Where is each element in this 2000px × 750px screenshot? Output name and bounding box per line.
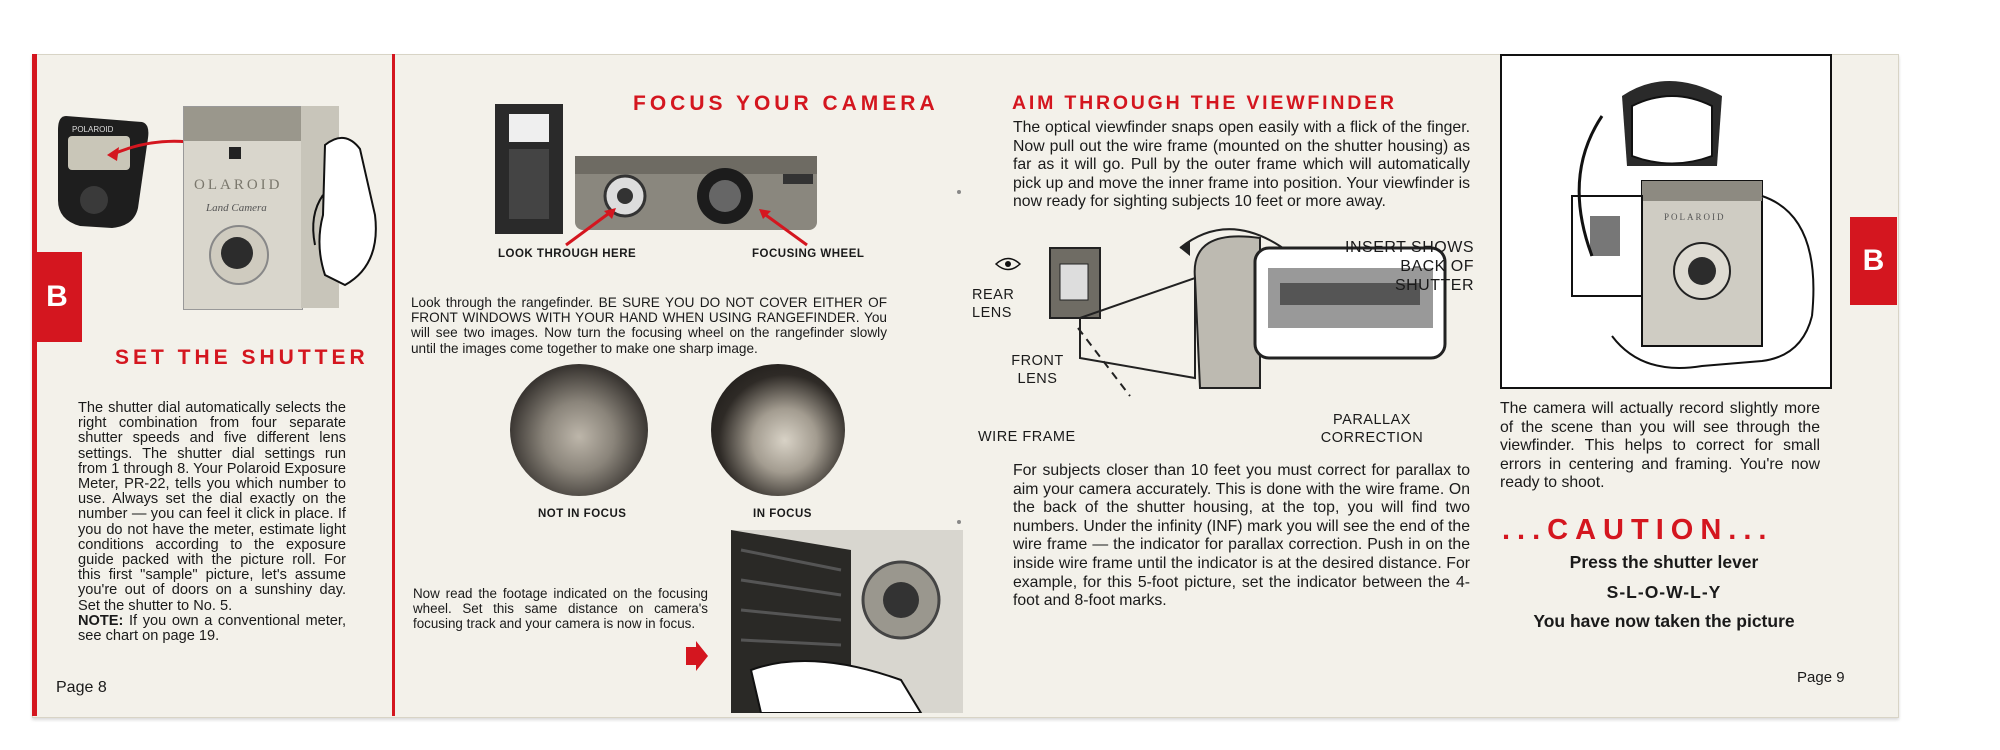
note-text: If you own a conventional meter, see chart on page 19. (78, 613, 346, 645)
caption-in-focus: IN FOCUS (753, 508, 812, 520)
slowly-text: S-L-O-W-L-Y (1606, 582, 1722, 602)
page-divider-red-rule (392, 54, 395, 716)
note-label: NOTE: (78, 613, 124, 629)
svg-text:POLAROID: POLAROID (72, 125, 114, 134)
hand-finger-illustration (305, 125, 385, 295)
section-tab-b-left: B (32, 252, 82, 342)
set-the-shutter-heading: SET THE SHUTTER (115, 346, 369, 369)
label-look-through-here: LOOK THROUGH HERE (498, 248, 637, 260)
not-in-focus-photo (510, 364, 648, 496)
label-insert-back-of-shutter: INSERT SHOWS BACK OF SHUTTER (1345, 239, 1474, 294)
viewfinder-instructions-text: The optical viewfinder snaps open easily with a flick of the finger. Now pull out the wire frame (mounted on the shutter housing) as far as it will go. Pull by the outer frame which will automatically pick up and move the inner frame into position. Your viewfinder is now ready for sighting subjects 10 feet or more away. (1013, 119, 1470, 211)
parallax-instructions-text: For subjects closer than 10 feet you must correct for parallax to aim your camera accurately. This is done with the wire frame. On the back of the shutter housing, at the top, you will find two numbers. Under the infinity (INF) mark you will see the end of the wire frame — the indicator for parallax correction. Push in on the inside wire frame until the indicator is at the desired distance. For example, for this 5-foot picture, set the indicator between the 4-foot and 8-foot marks. (1013, 462, 1470, 610)
label-wire-frame: WIRE FRAME (978, 429, 1076, 445)
red-pointer-arrow-small (686, 641, 708, 671)
page-number-left: Page 8 (56, 679, 107, 696)
hands-holding-camera-illustration (1500, 54, 1832, 389)
in-focus-photo (711, 364, 845, 496)
camera-focus-track-photo (731, 530, 963, 713)
look-through-arrow (560, 205, 620, 250)
page-number-right: Page 9 (1797, 669, 1845, 686)
caption-not-in-focus: NOT IN FOCUS (538, 508, 627, 520)
left-page-red-edge (32, 54, 37, 716)
camera-brand-text-right: POLAROID (1664, 212, 1726, 222)
label-parallax-correction: PARALLAX CORRECTION (1320, 412, 1424, 446)
binding-staple-bottom (957, 520, 961, 524)
camera-shutter-image (183, 106, 303, 310)
binding-staple-top (957, 190, 961, 194)
viewfinder-coverage-text: The camera will actually record slightly more of the scene than you will see through the viewfinder. This helps to correct for small errors in centering and framing. You're now ready to shoot. (1500, 400, 1820, 492)
shutter-note (78, 614, 346, 644)
section-tab-b-right: B (1850, 217, 1897, 305)
caution-heading: ...CAUTION... (1502, 514, 1774, 546)
picture-taken-text: You have now taken the picture (1533, 611, 1795, 631)
eye-icon (995, 257, 1021, 276)
focusing-wheel-arrow (755, 205, 815, 250)
camera-script-text: Land Camera (206, 202, 267, 214)
focus-your-camera-heading: FOCUS YOUR CAMERA (633, 92, 939, 115)
shutter-instructions-text: The shutter dial automatically selects the right combination from four separate shutter speeds and five different lens settings. The shutter dial settings run from 1 through 8. Your Polaroid Exposure Meter, PR-22, tells you which number to use. Always set the dial exactly on the number — you can feel it click in place. If you do not have the meter, estimate light conditions according to the exposure guide packed with the picture roll. For this first "sample" picture, let's assume you're out of doors on a sunshiny day. Set the shutter to No. 5. (78, 400, 346, 614)
footage-instructions-text: Now read the footage indicated on the focusing wheel. Set this same distance on camera's focusing track and your camera is now in focus. (413, 586, 708, 632)
camera-brand-text: OLAROID (194, 177, 283, 193)
label-front-lens: FRONT LENS (1011, 353, 1064, 387)
rangefinder-instructions-text: Look through the rangefinder. BE SURE YOU DO NOT COVER EITHER OF FRONT WINDOWS WITH YOUR HAND WHEN USING RANGEFINDER. You will see two images. Now turn the focusing wheel on the rangefinder slowly until the images come together to make one sharp image. (411, 295, 887, 356)
label-focusing-wheel: FOCUSING WHEEL (752, 248, 865, 260)
label-rear-lens: REAR LENS (972, 287, 1015, 321)
press-shutter-lever-text: Press the shutter lever (1569, 552, 1759, 572)
aim-through-viewfinder-heading: AIM THROUGH THE VIEWFINDER (1012, 92, 1397, 114)
